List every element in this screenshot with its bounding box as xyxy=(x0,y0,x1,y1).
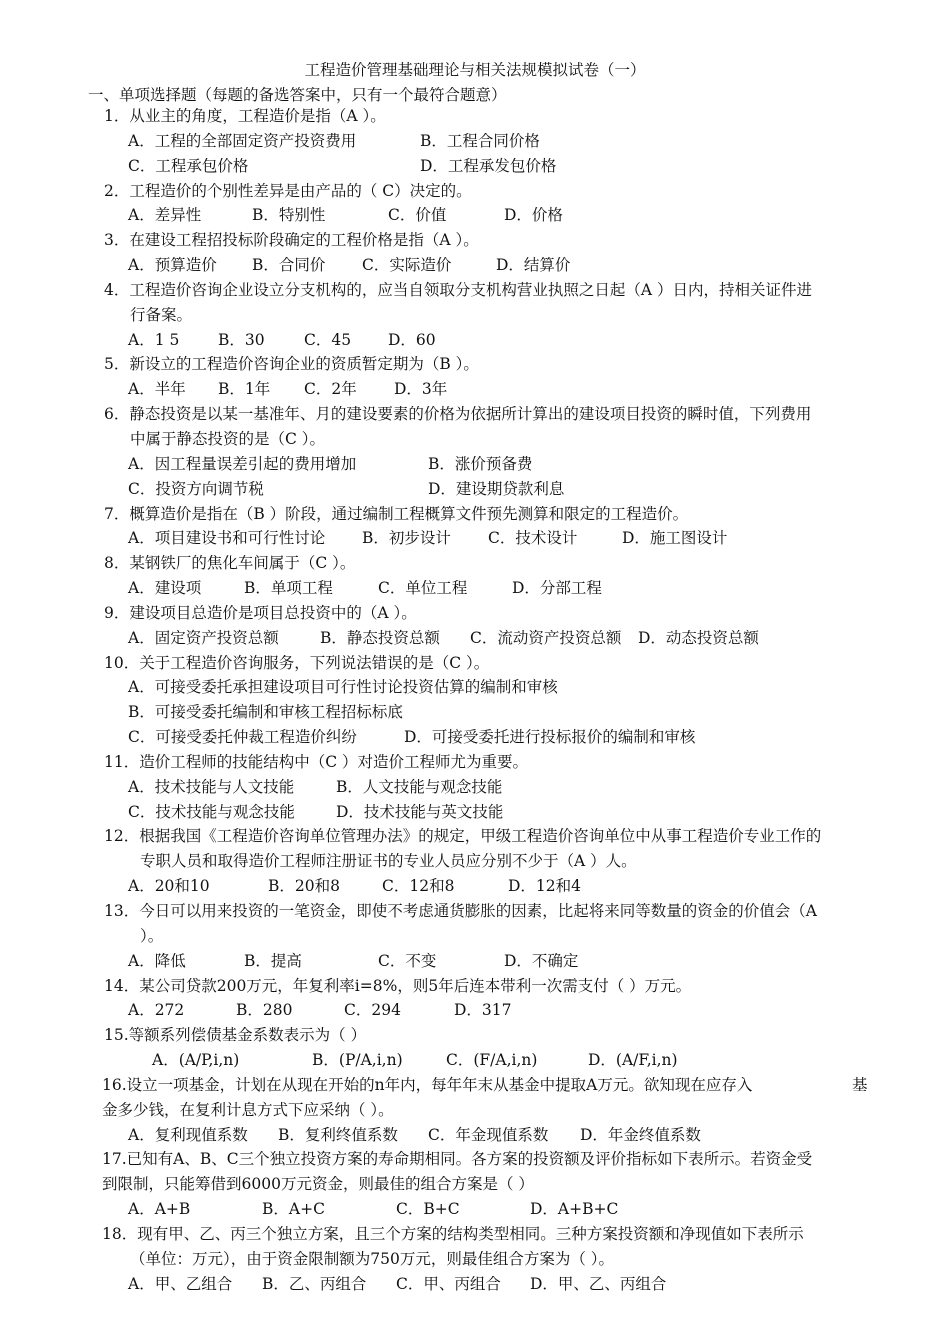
answer-option: A．可接受委托承担建设项目可行性讨论投资估算的编制和审核 xyxy=(128,678,558,697)
answer-option: C．B+C xyxy=(396,1200,460,1219)
question-item xyxy=(0,228,950,278)
question-stem: 6．静态投资是以某一基准年、月的建设要素的价格为依据所计算出的建设项目投资的瞬时值，下列费用 xyxy=(104,405,812,424)
answer-option: A．预算造价 xyxy=(128,256,217,275)
question-stem-continued: 专职人员和取得造价工程师注册证书的专业人员应分别不少于（A ）人。 xyxy=(140,852,637,871)
answer-option: A．降低 xyxy=(128,951,186,970)
answer-option: A．甲、乙组合 xyxy=(128,1274,233,1293)
answer-option: D．技术技能与英文技能 xyxy=(336,802,504,821)
answer-option: C．流动资产投资总额 xyxy=(470,628,622,647)
question-item xyxy=(0,1073,950,1148)
question-stem: 8．某钢铁厂的焦化车间属于（C ）。 xyxy=(104,554,356,573)
answer-option: B．特别性 xyxy=(252,206,326,225)
question-stem-continued: 行备案。 xyxy=(130,305,193,324)
question-stem: 1．从业主的角度，工程造价是指（A ）。 xyxy=(104,107,386,125)
answer-option: B．乙、丙组合 xyxy=(262,1274,367,1293)
answer-option: C．不变 xyxy=(378,951,437,970)
question-stem: 14．某公司贷款200万元，年复利率i=8%，则5年后连本带利一次需支付（ ）万元。 xyxy=(104,976,692,995)
answer-option: D．工程承发包价格 xyxy=(420,156,557,175)
answer-option: D．施工图设计 xyxy=(622,529,728,548)
answer-option: A．项目建设书和可行性讨论 xyxy=(128,529,326,548)
answer-option: A．建设项 xyxy=(128,579,202,598)
answer-option: B．人文技能与观念技能 xyxy=(336,777,503,796)
question-item xyxy=(0,824,950,899)
question-item xyxy=(0,899,950,974)
answer-option: A．272 xyxy=(128,1001,185,1020)
answer-option: D．可接受委托进行投标报价的编制和审核 xyxy=(404,728,696,747)
answer-option: B．初步设计 xyxy=(362,529,451,548)
answer-option: D．317 xyxy=(454,1001,512,1020)
question-stem-continued: 金多少钱，在复利计息方式下应采纳（ ）。 xyxy=(102,1100,394,1119)
question-stem: 16.设立一项基金，计划在从现在开始的n年内，每年年末从基金中提取A万元。欲知现在应存入 xyxy=(102,1075,753,1094)
answer-option: B．静态投资总额 xyxy=(320,628,440,647)
answer-option: A．差异性 xyxy=(128,206,202,225)
question-stem: 13．今日可以用来投资的一笔资金，即使不考虑通货膨胀的因素，比起将来同等数量的资金的价值会（A xyxy=(104,902,817,920)
answer-option: C．单位工程 xyxy=(378,579,468,598)
answer-option: C．12和8 xyxy=(382,877,455,896)
answer-option: C．工程承包价格 xyxy=(128,156,249,175)
question-item xyxy=(0,1222,950,1297)
answer-option: C．实际造价 xyxy=(362,256,452,275)
answer-option: B．可接受委托编制和审核工程招标标底 xyxy=(128,703,403,722)
answer-option: D．12和4 xyxy=(508,877,582,896)
answer-option: B．30 xyxy=(218,330,265,349)
answer-option: B．单项工程 xyxy=(244,579,333,598)
answer-option: B．合同价 xyxy=(252,256,326,275)
question-item xyxy=(0,651,950,750)
answer-option: D．建设期贷款利息 xyxy=(428,479,565,498)
answer-option: C．技术设计 xyxy=(488,529,578,548)
question-item xyxy=(0,352,950,402)
answer-option: A．半年 xyxy=(128,380,186,399)
answer-option: A．20和10 xyxy=(128,877,210,896)
question-stem: 7．概算造价是指在（B ）阶段，通过编制工程概算文件预先测算和限定的工程造价。 xyxy=(104,504,689,523)
answer-option: B．20和8 xyxy=(268,877,340,896)
question-item xyxy=(0,1147,950,1222)
answer-option: B．1年 xyxy=(218,380,271,399)
question-item xyxy=(0,104,950,179)
question-item xyxy=(0,402,950,501)
question-item xyxy=(0,502,950,552)
answer-option: B．复利终值系数 xyxy=(278,1125,398,1144)
answer-option: D．A+B+C xyxy=(530,1200,619,1219)
answer-option: D．3年 xyxy=(394,380,448,399)
answer-option: C．技术技能与观念技能 xyxy=(128,802,295,821)
section-heading: 一、单项选择题（每题的备选答案中，只有一个最符合题意） xyxy=(88,86,507,104)
answer-option: B．涨价预备费 xyxy=(428,454,533,473)
question-stem: 2．工程造价的个别性差异是由产品的（ C）决定的。 xyxy=(104,181,472,200)
answer-option: B．A+C xyxy=(262,1200,325,1219)
answer-option: A．(A/P,i,n) xyxy=(152,1051,240,1070)
question-stem-trailing-text: 基 xyxy=(852,1075,868,1094)
answer-option: B．提高 xyxy=(244,951,302,970)
question-item xyxy=(0,974,950,1024)
answer-option: A．复利现值系数 xyxy=(128,1125,248,1144)
answer-option: A．A+B xyxy=(128,1200,191,1219)
question-stem: 18．现有甲、乙、丙三个独立方案，且三个方案的结构类型相同。三种方案投资额和净现值如下表所示 xyxy=(102,1224,804,1243)
answer-option: A．固定资产投资总额 xyxy=(128,628,279,647)
answer-option: A．技术技能与人文技能 xyxy=(128,777,295,796)
question-stem: 5．新设立的工程造价咨询企业的资质暂定期为（B ）。 xyxy=(104,355,479,374)
question-stem: 4．工程造价咨询企业设立分支机构的，应当自领取分支机构营业执照之日起（A ）日内，持相关证件进 xyxy=(104,280,812,299)
answer-option: A．因工程量误差引起的费用增加 xyxy=(128,454,357,473)
answer-option: D．结算价 xyxy=(496,256,571,275)
answer-option: B．280 xyxy=(236,1001,293,1020)
answer-option: C．2年 xyxy=(304,380,357,399)
question-stem: 12．根据我国《工程造价咨询单位管理办法》的规定，甲级工程造价咨询单位中从事工程造价专业工作的 xyxy=(104,827,822,846)
answer-option: A．工程的全部固定资产投资费用 xyxy=(128,131,357,150)
answer-option: D．不确定 xyxy=(504,951,579,970)
answer-option: D．甲、乙、丙组合 xyxy=(530,1274,667,1293)
answer-option: A．1 5 xyxy=(128,330,180,349)
answer-option: D．分部工程 xyxy=(512,579,602,598)
question-item xyxy=(0,551,950,601)
question-item xyxy=(0,750,950,825)
question-stem-continued: （单位：万元），由于资金限制额为750万元，则最佳组合方案为（ ）。 xyxy=(130,1249,615,1268)
answer-option: C．年金现值系数 xyxy=(428,1125,549,1144)
answer-option: D．动态投资总额 xyxy=(638,628,759,647)
exam-title: 工程造价管理基础理论与相关法规模拟试卷（一） xyxy=(304,61,646,79)
question-stem: 9．建设项目总造价是项目总投资中的（A ）。 xyxy=(104,603,417,622)
question-stem: 3．在建设工程招投标阶段确定的工程价格是指（A ）。 xyxy=(104,231,479,250)
answer-option: D．价格 xyxy=(504,206,563,225)
answer-option: C．价值 xyxy=(388,206,447,225)
question-item xyxy=(0,278,950,353)
question-stem: 11．造价工程师的技能结构中（C ）对造价工程师尤为重要。 xyxy=(104,752,529,771)
question-list xyxy=(0,104,950,1297)
answer-option: C．投资方向调节税 xyxy=(128,479,264,498)
answer-option: B．工程合同价格 xyxy=(420,131,540,150)
answer-option: B．(P/A,i,n) xyxy=(312,1051,403,1070)
answer-option: D．60 xyxy=(388,330,436,349)
answer-option: C．可接受委托仲裁工程造价纠纷 xyxy=(128,728,357,747)
question-stem: 15.等额系列偿债基金系数表示为（ ） xyxy=(104,1026,367,1045)
question-stem: 17.已知有A、B、C三个独立投资方案的寿命期相同。各方案的投资额及评价指标如下表所示。若资金受 xyxy=(102,1150,813,1169)
answer-option: C．45 xyxy=(304,330,352,349)
question-stem: 10．关于工程造价咨询服务，下列说法错误的是（C ）。 xyxy=(104,653,490,672)
question-item xyxy=(0,1023,950,1073)
question-stem-continued: ）。 xyxy=(140,926,164,945)
answer-option: C．(F/A,i,n) xyxy=(446,1051,538,1070)
answer-option: C．294 xyxy=(344,1001,401,1020)
question-stem-continued: 中属于静态投资的是（C ）。 xyxy=(130,429,326,448)
question-item xyxy=(0,601,950,651)
answer-option: C．甲、丙组合 xyxy=(396,1274,501,1293)
question-stem-continued: 到限制，只能筹借到6000万元资金，则最佳的组合方案是（ ） xyxy=(102,1175,534,1194)
question-item xyxy=(0,179,950,229)
answer-option: D．(A/F,i,n) xyxy=(588,1051,678,1070)
answer-option: D．年金终值系数 xyxy=(580,1125,701,1144)
